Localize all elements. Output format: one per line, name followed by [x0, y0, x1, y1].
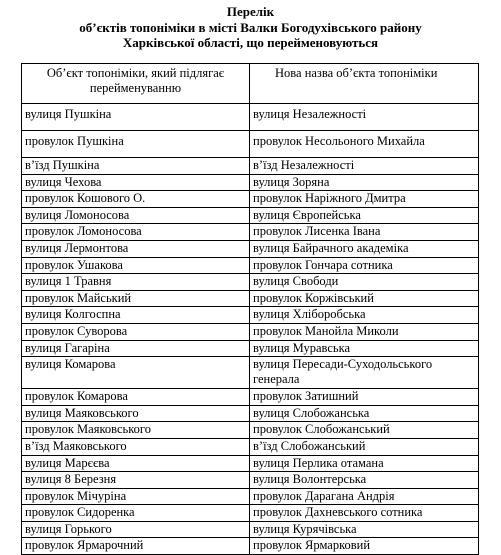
table-row: [22, 438, 479, 455]
table-row: [22, 174, 479, 191]
new-name-cell: провулок Нарiжного Дмитра: [250, 191, 479, 208]
new-name-cell: провулок Слобожанський: [250, 422, 479, 439]
table-row: [22, 307, 479, 324]
old-name-cell: вулиця Горького: [22, 521, 250, 538]
old-name-cell: вулиця Чехова: [22, 174, 250, 191]
table-row: [22, 340, 479, 357]
header-new-name: Нова назва об’єкта топоніміки: [250, 64, 479, 104]
new-name-cell: вулиця Волонтерська: [250, 472, 479, 489]
old-name-cell: вулиця Ломоносова: [22, 207, 250, 224]
new-name-cell: в’їзд Слобожанський: [250, 438, 479, 455]
table-row: [22, 290, 479, 307]
table-row: [22, 224, 479, 241]
new-name-cell: вулиця Хліборобська: [250, 307, 479, 324]
new-name-cell: провулок Затишний: [250, 389, 479, 406]
old-name-cell: в’їзд Пушкіна: [22, 158, 250, 175]
new-name-cell: вулиця Слобожанська: [250, 405, 479, 422]
old-name-cell: провулок Майський: [22, 290, 250, 307]
old-name-cell: провулок Мічуріна: [22, 488, 250, 505]
heading-line-3: Харківської області, що перейменовуються: [122, 35, 379, 50]
heading-line-1: Перелік: [226, 4, 275, 19]
new-name-cell: вулиця Перлика отамана: [250, 455, 479, 472]
table-row: [22, 357, 479, 389]
table-row: [22, 505, 479, 522]
new-name-cell: вулиця Байрачного академіка: [250, 240, 479, 257]
new-name-cell: вулиця Незалежності: [250, 104, 479, 131]
old-name-cell: провулок Пушкіна: [22, 131, 250, 158]
new-name-cell: провулок Манойла Миколи: [250, 323, 479, 340]
new-name-cell: вулиця Європейська: [250, 207, 479, 224]
table-row: [22, 104, 479, 131]
new-name-cell: вулиця Свободи: [250, 274, 479, 291]
new-name-cell: провулок Гончара сотника: [250, 257, 479, 274]
old-name-cell: вулиця Комарова: [22, 357, 250, 389]
old-name-cell: провулок Ушакова: [22, 257, 250, 274]
old-name-cell: вулиця Гагаріна: [22, 340, 250, 357]
old-name-cell: провулок Маяковського: [22, 422, 250, 439]
table-row: [22, 389, 479, 406]
table-row: [22, 323, 479, 340]
old-name-cell: вулиця Пушкіна: [22, 104, 250, 131]
document-heading: [0, 4, 501, 51]
table-header-row: [22, 64, 479, 104]
table-row: [22, 240, 479, 257]
new-name-cell: вулиця Курячівська: [250, 521, 479, 538]
table-row: [22, 257, 479, 274]
old-name-cell: вулиця Марєєва: [22, 455, 250, 472]
old-name-cell: вулиця Лермонтова: [22, 240, 250, 257]
new-name-cell: вулиця Зоряна: [250, 174, 479, 191]
old-name-cell: провулок Суворова: [22, 323, 250, 340]
old-name-cell: вулиця Колгоспна: [22, 307, 250, 324]
new-name-cell: провулок Несольоного Михайла: [250, 131, 479, 158]
new-name-cell: вулиця Пересади-Суходольського генерала: [250, 357, 479, 389]
header-old-name: Об’єкт топоніміки, який підлягає перейменуванню: [22, 64, 250, 104]
old-name-cell: вулиця 1 Травня: [22, 274, 250, 291]
heading-line-2: об’єктів топоніміки в місті Валки Богодухівського району: [79, 19, 422, 35]
table-row: [22, 422, 479, 439]
table-row: [22, 207, 479, 224]
old-name-cell: провулок Сидоренка: [22, 505, 250, 522]
old-name-cell: провулок Кошового О.: [22, 191, 250, 208]
old-name-cell: в’їзд Маяковського: [22, 438, 250, 455]
table-row: [22, 455, 479, 472]
new-name-cell: провулок Дахневського сотника: [250, 505, 479, 522]
new-name-cell: в’їзд Незалежності: [250, 158, 479, 175]
new-name-cell: провулок Коржівський: [250, 290, 479, 307]
table-row: [22, 488, 479, 505]
table-row: [22, 274, 479, 291]
table-row: [22, 538, 479, 555]
old-name-cell: провулок Комарова: [22, 389, 250, 406]
table-row: [22, 191, 479, 208]
table-row: [22, 131, 479, 158]
table-row: [22, 472, 479, 489]
old-name-cell: провулок Ярмарочний: [22, 538, 250, 555]
table-row: [22, 158, 479, 175]
old-name-cell: вулиця 8 Березня: [22, 472, 250, 489]
old-name-cell: вулиця Маяковського: [22, 405, 250, 422]
table-row: [22, 521, 479, 538]
old-name-cell: провулок Ломоносова: [22, 224, 250, 241]
new-name-cell: провулок Ярмарковий: [250, 538, 479, 555]
new-name-cell: провулок Дарагана Андрія: [250, 488, 479, 505]
new-name-cell: вулиця Муравська: [250, 340, 479, 357]
renaming-table: [21, 63, 479, 555]
table-row: [22, 405, 479, 422]
new-name-cell: провулок Лисенка Івана: [250, 224, 479, 241]
